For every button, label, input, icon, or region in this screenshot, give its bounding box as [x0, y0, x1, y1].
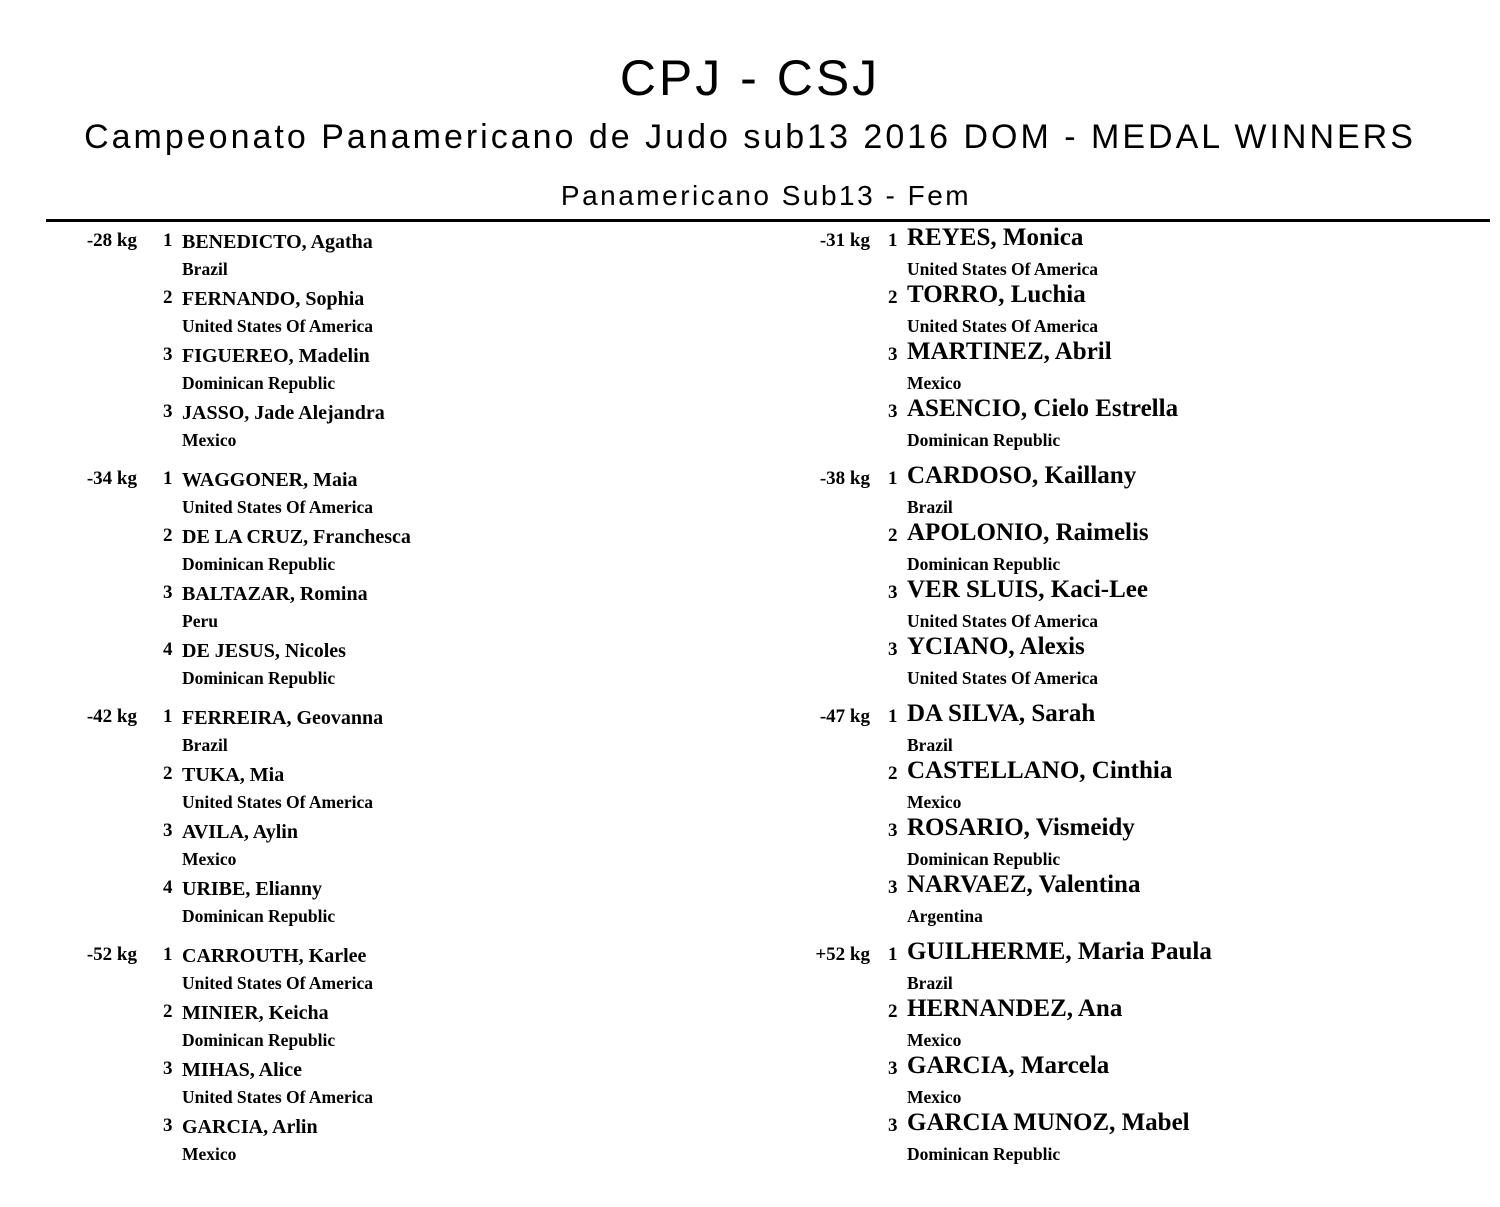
medal-place: 3	[163, 401, 173, 422]
medal-place: 2	[163, 1001, 173, 1022]
athlete-country: Dominican Republic	[182, 906, 336, 926]
weight-class: -38 kg	[819, 468, 870, 489]
athlete-name: BENEDICTO, Agatha	[182, 231, 373, 253]
medal-place: 3	[888, 639, 898, 660]
medal-place: 1	[163, 230, 173, 251]
athlete-country: Mexico	[907, 792, 962, 812]
document-subtitle: Campeonato Panamericano de Judo sub13 2016 DOM - MEDAL WINNERS	[84, 118, 1416, 156]
athlete-name: ASENCIO, Cielo Estrella	[907, 395, 1179, 422]
athlete-country: Brazil	[907, 735, 953, 755]
athlete-country: Mexico	[907, 1030, 962, 1050]
athlete-name: GARCIA, Arlin	[182, 1116, 318, 1138]
weight-class: -42 kg	[86, 706, 137, 727]
weight-class: -34 kg	[86, 468, 137, 489]
athlete-country: Mexico	[907, 373, 962, 393]
athlete-country: Brazil	[907, 973, 953, 993]
athlete-name: FIGUEREO, Madelin	[182, 345, 370, 367]
athlete-country: Dominican Republic	[182, 1030, 336, 1050]
medal-place: 2	[888, 1001, 898, 1022]
athlete-name: DE LA CRUZ, Franchesca	[182, 526, 411, 548]
athlete-name: APOLONIO, Raimelis	[907, 519, 1149, 546]
weight-class: -52 kg	[86, 944, 137, 965]
athlete-country: Mexico	[182, 849, 237, 869]
athlete-name: VER SLUIS, Kaci-Lee	[907, 576, 1148, 603]
athlete-name: REYES, Monica	[907, 224, 1084, 251]
athlete-name: FERREIRA, Geovanna	[182, 707, 384, 729]
medal-place: 3	[888, 344, 898, 365]
athlete-name: GUILHERME, Maria Paula	[907, 938, 1212, 965]
athlete-name: TORRO, Luchia	[907, 281, 1086, 308]
athlete-name: FERNANDO, Sophia	[182, 288, 365, 310]
athlete-name: AVILA, Aylin	[182, 821, 298, 843]
athlete-name: NARVAEZ, Valentina	[907, 871, 1141, 898]
athlete-name: URIBE, Elianny	[182, 878, 323, 900]
medal-place: 4	[163, 639, 173, 660]
athlete-name: DA SILVA, Sarah	[907, 700, 1096, 727]
medal-place: 3	[888, 401, 898, 422]
athlete-name: HERNANDEZ, Ana	[907, 995, 1123, 1022]
medal-place: 3	[163, 1115, 173, 1136]
medal-place: 3	[163, 582, 173, 603]
athlete-country: Dominican Republic	[907, 554, 1061, 574]
athlete-name: CASTELLANO, Cinthia	[907, 757, 1173, 784]
medal-place: 3	[163, 820, 173, 841]
athlete-name: TUKA, Mia	[182, 764, 285, 786]
medal-place: 2	[888, 763, 898, 784]
athlete-country: Dominican Republic	[182, 554, 336, 574]
athlete-country: Mexico	[182, 430, 237, 450]
athlete-name: GARCIA MUNOZ, Mabel	[907, 1109, 1190, 1136]
athlete-name: MARTINEZ, Abril	[907, 338, 1112, 365]
medal-place: 2	[888, 287, 898, 308]
athlete-country: United States Of America	[182, 497, 374, 517]
athlete-country: United States Of America	[907, 259, 1099, 279]
weight-class: +52 kg	[815, 944, 870, 965]
section-heading: Panamericano Sub13 - Fem	[560, 180, 972, 211]
medal-place: 1	[888, 706, 898, 727]
athlete-name: MINIER, Keicha	[182, 1002, 329, 1024]
medal-place: 3	[888, 1058, 898, 1079]
athlete-country: Brazil	[182, 735, 228, 755]
weight-class: -28 kg	[86, 230, 137, 251]
document-title: CPJ - CSJ	[619, 50, 881, 106]
medal-place: 3	[888, 582, 898, 603]
athlete-country: United States Of America	[907, 611, 1099, 631]
medal-place: 3	[888, 820, 898, 841]
athlete-name: GARCIA, Marcela	[907, 1052, 1110, 1079]
athlete-name: BALTAZAR, Romina	[182, 583, 368, 605]
athlete-country: Dominican Republic	[182, 668, 336, 688]
athlete-name: MIHAS, Alice	[182, 1059, 302, 1081]
medal-place: 1	[888, 944, 898, 965]
medal-place: 1	[888, 230, 898, 251]
athlete-country: United States Of America	[182, 973, 374, 993]
athlete-country: United States Of America	[907, 316, 1099, 336]
athlete-name: YCIANO, Alexis	[907, 633, 1085, 660]
athlete-country: Mexico	[182, 1144, 237, 1164]
athlete-country: United States Of America	[182, 1087, 374, 1107]
athlete-name: ROSARIO, Vismeidy	[907, 814, 1135, 841]
athlete-name: WAGGONER, Maia	[182, 469, 358, 491]
medal-place: 3	[163, 344, 173, 365]
medal-place: 2	[888, 525, 898, 546]
athlete-country: United States Of America	[182, 316, 374, 336]
medal-place: 2	[163, 525, 173, 546]
medal-place: 3	[163, 1058, 173, 1079]
athlete-country: Brazil	[907, 497, 953, 517]
athlete-country: Argentina	[907, 906, 983, 926]
athlete-country: Dominican Republic	[907, 1144, 1061, 1164]
medal-place: 1	[163, 944, 173, 965]
athlete-country: United States Of America	[182, 792, 374, 812]
athlete-name: DE JESUS, Nicoles	[182, 640, 346, 662]
medal-place: 2	[163, 287, 173, 308]
athlete-country: Peru	[182, 611, 218, 631]
athlete-country: Brazil	[182, 259, 228, 279]
athlete-country: Dominican Republic	[907, 430, 1061, 450]
medal-place: 2	[163, 763, 173, 784]
header-divider	[46, 219, 1490, 222]
weight-class: -31 kg	[819, 230, 870, 251]
athlete-country: Dominican Republic	[182, 373, 336, 393]
medal-place: 4	[163, 877, 173, 898]
medal-place: 1	[888, 468, 898, 489]
athlete-name: JASSO, Jade Alejandra	[182, 402, 385, 424]
medal-place: 3	[888, 877, 898, 898]
athlete-name: CARROUTH, Karlee	[182, 945, 367, 967]
weight-class: -47 kg	[819, 706, 870, 727]
athlete-name: CARDOSO, Kaillany	[907, 462, 1137, 489]
medal-place: 1	[163, 468, 173, 489]
athlete-country: United States Of America	[907, 668, 1099, 688]
medal-place: 3	[888, 1115, 898, 1136]
medal-place: 1	[163, 706, 173, 727]
athlete-country: Dominican Republic	[907, 849, 1061, 869]
athlete-country: Mexico	[907, 1087, 962, 1107]
